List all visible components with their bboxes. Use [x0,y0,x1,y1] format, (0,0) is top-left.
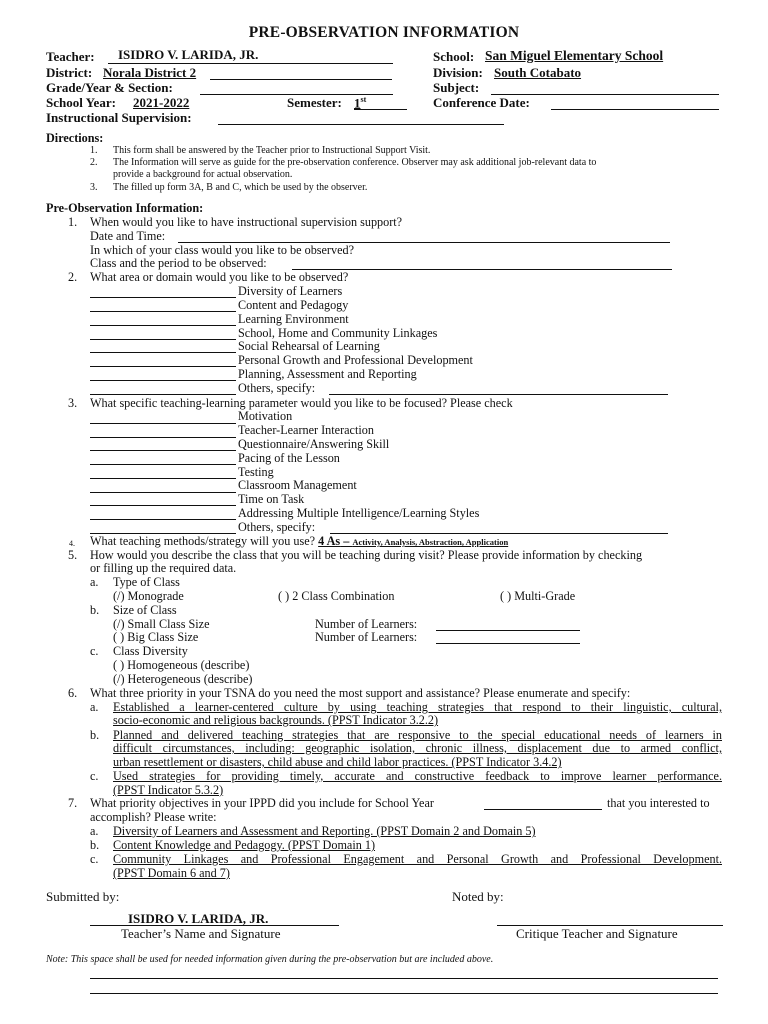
q1-date-label: Date and Time: [90,229,166,243]
q7c-line-1: Community Linkages and Professional Engagement and Personal Growth and Professional Development. [113,852,722,866]
school-year-label: School Year: [46,95,116,110]
q7-text-2: accomplish? Please write: [90,810,217,824]
q5b-label: Size of Class [113,603,177,617]
q5c-label: Class Diversity [113,644,188,658]
q3-text: What specific teaching-learning parameter would you like to be focused? Please check [90,396,513,410]
conference-line [551,109,719,110]
q3-number: 3. [68,396,78,410]
q6c-line-2: (PPST Indicator 5.3.2) [113,783,224,797]
q5-text-1: How would you describe the class that you will be teaching during visit? Please provide information by checking [90,548,643,562]
q2-blank-3 [90,325,236,326]
direction-text-2b: provide a background for actual observation. [113,169,293,180]
q2-blank-7 [90,380,236,381]
direction-num-1: 1. [90,145,98,156]
q2-option-3: Learning Environment [238,312,349,326]
q5c-option-homogeneous: ( ) Homogeneous (describe) [113,658,250,672]
q2-blank-6 [90,366,236,367]
direction-text-2: The Information will serve as guide for the pre-observation conference. Observer may ask additional job-relevant data to [113,157,597,168]
q3-blank-4 [90,464,236,465]
direction-num-3: 3. [90,182,98,193]
q7b-text: Content Knowledge and Pedagogy. (PPST Domain 1) [113,838,376,852]
teacher-value: ISIDRO V. LARIDA, JR. [118,47,259,62]
q6b-letter: b. [90,728,100,742]
instructional-line [218,124,504,125]
q3-blank-7 [90,505,236,506]
q3-option-4: Pacing of the Lesson [238,451,340,465]
q5b-learners-label-1: Number of Learners: [315,617,418,631]
q5c-letter: c. [90,644,99,658]
q2-option-4: School, Home and Community Linkages [238,326,438,340]
q6b-line-2: difficult circumstances, including: geographic isolation, chronic illness, displacement due to armed conflict, [113,741,722,755]
direction-text-1: This form shall be answered by the Teacher prior to Instructional Support Visit. [113,145,431,156]
q2-number: 2. [68,270,78,284]
district-line [210,79,392,80]
q5b-letter: b. [90,603,100,617]
q2-blank-2 [90,311,236,312]
q5-number: 5. [68,548,78,562]
q6a-line-2: socio-economic and religious backgrounds. (PPST Indicator 3.2.2) [113,713,439,727]
q6a-letter: a. [90,700,99,714]
teacher-signature-name: ISIDRO V. LARIDA, JR. [128,911,269,926]
direction-num-2: 2. [90,157,98,168]
conference-label: Conference Date: [433,95,530,110]
q2-others-line [329,394,668,395]
pre-obs-heading: Pre-Observation Information: [46,201,204,215]
grade-label: Grade/Year & Section: [46,80,173,95]
q7a-text: Diversity of Learners and Assessment and Reporting. (PPST Domain 2 and Domain 5) [113,824,536,838]
school-label: School: [433,49,475,64]
q5a-label: Type of Class [113,575,180,589]
q3-option-3: Questionnaire/Answering Skill [238,437,390,451]
q7c-line-2: (PPST Domain 6 and 7) [113,866,230,880]
q5a-option-multigrade: ( ) Multi-Grade [500,589,576,603]
district-value: Norala District 2 [103,65,197,80]
school-year-value: 2021-2022 [133,95,190,110]
q7c-letter: c. [90,852,99,866]
q2-option-8: Others, specify: [238,381,316,395]
teacher-signature-caption: Teacher’s Name and Signature [121,926,281,941]
q2-option-7: Planning, Assessment and Reporting [238,367,417,381]
q2-blank-5 [90,352,236,353]
semester-value: 1st [354,95,367,111]
q6-number: 6. [68,686,78,700]
teacher-label: Teacher: [46,49,95,64]
district-label: District: [46,65,93,80]
q3-blank-1 [90,423,236,424]
note-line-2 [90,993,718,994]
q2-blank-4 [90,339,236,340]
division-label: Division: [433,65,483,80]
q3-option-1: Motivation [238,409,293,423]
q3-option-8: Addressing Multiple Intelligence/Learning Styles [238,506,480,520]
school-value: San Miguel Elementary School [485,48,664,63]
q1-text: When would you like to have instructional supervision support? [90,215,403,229]
q2-blank-8 [90,394,236,395]
instructional-label: Instructional Supervision: [46,110,192,125]
q5b-learners-label-2: Number of Learners: [315,630,418,644]
q2-option-6: Personal Growth and Professional Development [238,353,473,367]
semester-label: Semester: [287,95,342,110]
q7-text-1a: What priority objectives in your IPPD did you include for School Year [90,796,434,810]
noted-by-label: Noted by: [452,889,504,904]
q3-blank-3 [90,450,236,451]
q6c-line-1: Used strategies for providing timely, accurate and constructive feedback to improve learner performance. [113,769,722,783]
direction-text-3: The filled up form 3A, B and C, which be used by the observer. [113,182,368,193]
q4-dash: – [340,534,353,548]
q7a-letter: a. [90,824,99,838]
directions-heading: Directions: [46,131,104,145]
teacher-line [108,63,393,64]
q4-row [90,534,508,549]
subject-label: Subject: [433,80,480,95]
note-line-1 [90,978,718,979]
q3-blank-8 [90,519,236,520]
q3-option-6: Classroom Management [238,478,357,492]
q4-detail: Activity, Analysis, Abstraction, Application [352,537,509,547]
q2-option-1: Diversity of Learners [238,284,343,298]
division-value: South Cotabato [494,65,582,80]
footer-note: Note: This space shall be used for needed information given during the pre-observation but are included above. [46,954,494,965]
q6-text: What three priority in your TSNA do you need the most support and assistance? Please enumerate and specify: [90,686,631,700]
q5b-learners-line-2 [436,643,580,644]
q1-class-text: In which of your class would you like to be observed? [90,243,355,257]
q7-year-line [484,809,602,810]
q3-option-2: Teacher-Learner Interaction [238,423,374,437]
q3-option-9: Others, specify: [238,520,316,534]
q5b-option-big: ( ) Big Class Size [113,630,199,644]
q6b-line-3: urban resettlement or disasters, child abuse and child labor practices. (PPST Indicator 3.4.2) [113,755,562,769]
q7-number: 7. [68,796,78,810]
q4-number: 4. [69,539,75,548]
q5c-option-heterogeneous: (/) Heterogeneous (describe) [113,672,253,686]
q1-number: 1. [68,215,78,229]
q2-option-5: Social Rehearsal of Learning [238,339,380,353]
q1-period-label: Class and the period to be observed: [90,256,267,270]
submitted-by-label: Submitted by: [46,889,120,904]
q5a-letter: a. [90,575,99,589]
semester-line [354,109,407,110]
q1-period-line [292,269,672,270]
page-title: PRE-OBSERVATION INFORMATION [248,24,520,41]
q2-blank-1 [90,297,236,298]
q7-text-1b: that you interested to [607,796,710,810]
q4-answer: 4 As [318,534,341,548]
q6c-letter: c. [90,769,99,783]
q3-option-7: Time on Task [238,492,305,506]
q5a-option-combination: ( ) 2 Class Combination [278,589,395,603]
q5b-option-small: (/) Small Class Size [113,617,210,631]
critique-signature-caption: Critique Teacher and Signature [516,926,678,941]
q3-blank-6 [90,492,236,493]
q5-text-2: or filling up the required data. [90,561,237,575]
q6b-line-1: Planned and delivered teaching strategies that are responsive to the special educational needs of learners in [113,728,722,742]
q3-blank-5 [90,478,236,479]
q5b-learners-line-1 [436,630,580,631]
q6a-line-1: Established a learner-centered culture by using teaching strategies that respond to their linguistic, cultural, [113,700,722,714]
q4-text: What teaching methods/strategy will you use? [90,534,316,548]
q3-option-5: Testing [238,465,274,479]
q7b-letter: b. [90,838,100,852]
q5a-option-monograde: (/) Monograde [113,589,184,603]
q3-blank-2 [90,437,236,438]
q2-option-2: Content and Pedagogy [238,298,349,312]
q2-text: What area or domain would you like to be observed? [90,270,349,284]
